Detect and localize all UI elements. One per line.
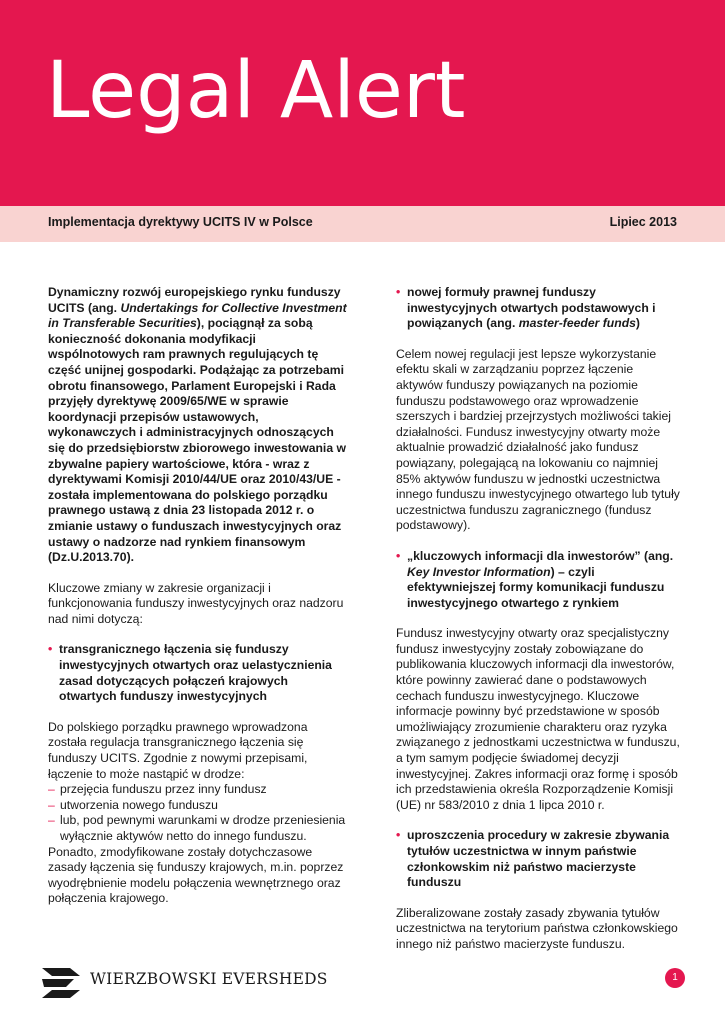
bullet-text-end: ) – czyli efektywniejszej formy komunikacji funduszu inwestycyjnego otwartego z rynkiem — [407, 564, 665, 610]
bullet-emphasis: master-feeder funds — [518, 316, 636, 331]
bullet-text: uproszczenia procedury w zakresie zbywania tytułów uczestnictwa w innym państwie członkowskim niż państwo macierzyste funduszu — [407, 828, 670, 890]
master-feeder-paragraph: Celem nowej regulacji jest lepsze wykorzystanie efektu skali w zarządzaniu poprzez łączenie aktywów funduszy powiązanych na poziomie funduszu podstawowego oraz wprowadzenie szerszych i bardziej przejrzystych możliwości takiej działalności. Fundusz inwestycyjny otwarty może aktualnie prowadzić działalność jako fundusz powiązany, polegającą na lokowaniu co najmniej 85% aktywów funduszu w jednostki uczestnictwa innego funduszu inwestycyjnego otwartego lub tytuły uczestnictwa funduszu zagranicznego (fundusz podstawowy). — [396, 346, 680, 533]
page-title: Legal Alert — [46, 46, 466, 136]
document-date: Lipiec 2013 — [609, 215, 677, 229]
dash-icon: – — [48, 813, 55, 828]
domestic-mergers-paragraph: Ponadto, zmodyfikowane zostały dotychczasowe zasady łączenia się funduszy krajowych, m.in. poprzez wyodrębnienie modelu połączenia wewnętrznego oraz połączenia krajowego. — [48, 844, 344, 906]
intro-text-end: ), pociągnął za sobą konieczność dokonania modyfikacji wspólnotowych ram prawnych regulujących tę część unijnej gospodarki. Podążając za potrzebami obrotu finansowego, Parlament Europejski i Rada przyjęły dyrektywę 2009/65/WE w sprawie koordynacji przepisów ustawowych, wykonawczych i administracyjnych odnoszących się do przedsiębiorstw zbiorowego inwestowania w zbywalne papiery wartościowe, która - wraz z dyrektywami Komisji 2010/44/UE oraz 2010/43/UE - została implementowana do polskiego porządku prawnego ustawą z dnia 23 listopada 2012 r. o zmianie ustawy o funduszach inwestycyjnych oraz ustawy o nadzorze nad rynkiem finansowym (Dz.U.2013.70). — [48, 316, 346, 565]
bullet-text-start: nowej formuły prawnej funduszy inwestycyjnych otwartych podstawowych i powiązanych (ang. — [407, 285, 656, 331]
intro-text-start: Dynamiczny rozwój europejskiego rynku funduszy UCITS (ang. — [48, 285, 341, 315]
header-banner — [0, 0, 725, 206]
bullet-emphasis: Key Investor Information — [407, 564, 551, 579]
firm-logo — [40, 962, 340, 1010]
distribution-paragraph: Zliberalizowane zostały zasady zbywania tytułów uczestnictwa na terytorium państwa członkowskiego innego niż państwo macierzyste funduszu. — [396, 905, 678, 951]
bullet-text-end: ) — [635, 316, 640, 331]
dash-icon: – — [48, 782, 55, 797]
bullet-dot-icon: • — [396, 828, 401, 843]
intro-paragraph — [48, 285, 348, 566]
eversheds-logo-icon — [40, 962, 82, 1004]
document-subtitle: Implementacja dyrektywy UCITS IV w Polsce — [48, 215, 313, 229]
list-item-text: utworzenia nowego funduszu — [60, 797, 218, 812]
list-item-text: lub, pod pewnymi warunkami w drodze przeniesienia wyłącznie aktywów netto do innego funduszu. — [60, 813, 346, 843]
bullet-distribution-procedure — [396, 828, 681, 890]
merger-methods-list — [48, 782, 348, 844]
merger-paragraph: Do polskiego porządku prawnego wprowadzona została regulacja transgranicznego łączenia się funduszy UCITS. Zgodnie z nowymi przepisami, łączenie to może nastąpić w drodze: — [48, 719, 308, 781]
list-item-text: przejęcia funduszu przez inny fundusz — [60, 782, 267, 797]
intro-emphasis: Undertakings for Collective Investment in Transferable Securities — [48, 300, 347, 331]
kiid-paragraph: Fundusz inwestycyjny otwarty oraz specjalistyczny fundusz inwestycyjny zostały zobowiązane do publikowania kluczowych informacji dla inwestorów, które powinny zawierać dane o podstawowych cechach funduszu inwestycyjnego. Kluczowe informacje powinny być przedstawione w sposób umożliwiający zrozumienie charakteru oraz ryzyka związanego z jednostkami uczestnictwa w funduszu, a tym samym podjęcie świadomej decyzji inwestycyjnej. Zakres informacji oraz formę i sposób ich przedstawienia określa Rozporządzenie Komisji (UE) nr 583/2010 z dnia 1 lipca 2010 r. — [396, 626, 680, 812]
page-number: 1 — [665, 968, 685, 988]
bullet-master-feeder — [396, 285, 681, 332]
bullet-text — [407, 549, 681, 611]
bullet-dot-icon: • — [48, 642, 53, 657]
firm-name: WIERZBOWSKI EVERSHEDS — [90, 970, 328, 988]
bullet-dot-icon: • — [396, 548, 401, 563]
right-column — [396, 285, 681, 968]
list-item — [48, 813, 348, 844]
dash-icon: – — [48, 797, 55, 812]
left-column — [48, 285, 348, 922]
bullet-dot-icon: • — [396, 285, 401, 299]
list-item — [48, 798, 348, 814]
changes-intro-paragraph: Kluczowe zmiany w zakresie organizacji i funkcjonowania funduszy inwestycyjnych oraz nadzoru nad nimi dotyczą: — [48, 580, 344, 626]
bullet-key-investor-information — [396, 549, 681, 611]
bullet-text-start: „kluczowych informacji dla inwestorów” (ang. — [407, 548, 674, 563]
bullet-text — [407, 285, 681, 332]
subtitle-bar — [0, 206, 725, 242]
list-item — [48, 782, 348, 798]
bullet-text: transgranicznego łączenia się funduszy inwestycyjnych otwartych oraz uelastycznienia zasad dotyczących połączeń krajowych otwartych funduszy inwestycyjnych — [59, 642, 332, 704]
bullet-cross-border-mergers — [48, 642, 348, 704]
